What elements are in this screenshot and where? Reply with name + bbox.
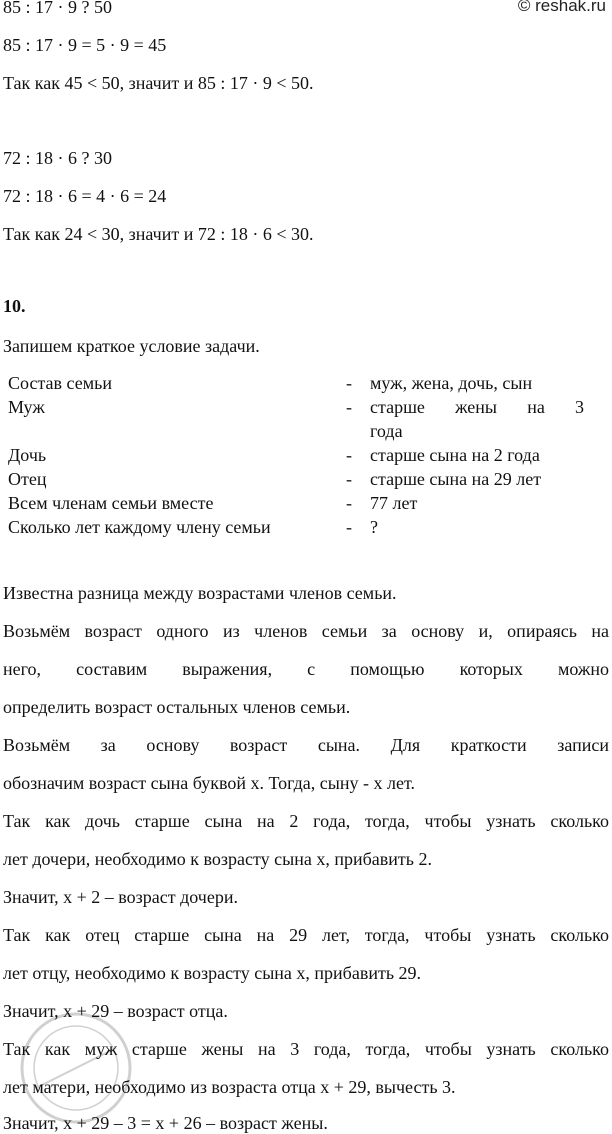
- condition-key: Дочь: [8, 445, 47, 465]
- intro-text: Запишем краткое условие задачи.: [3, 336, 260, 356]
- condition-value-line: года: [370, 421, 403, 441]
- condition-value: старше сына на 2 года: [370, 445, 540, 465]
- calculation-line: 72 : 18 · 6 = 4 · 6 = 24: [3, 186, 167, 206]
- paragraph-line: Значит, x + 2 – возраст дочери.: [3, 887, 238, 907]
- paragraph-line: Так как отец старше сына на 29 лет, тогда, чтобы узнать сколько: [3, 925, 609, 945]
- condition-row: [8, 371, 584, 395]
- condition-key: Сколько лет каждому члену семьи: [8, 517, 271, 537]
- reshak-stamp-logo: [6, 1008, 146, 1128]
- comparison-line: 85 : 17 · 9 ? 50: [3, 0, 112, 17]
- condition-value-line: старше жены на 3: [370, 397, 584, 417]
- task-number: 10.: [3, 296, 26, 316]
- condition-key: Отец: [8, 469, 47, 489]
- paragraph-line: лет дочери, необходимо к возрасту сына x, прибавить 2.: [3, 849, 432, 869]
- condition-key: Всем членам семьи вместе: [8, 493, 214, 513]
- paragraph-line: Значит, x + 29 – возраст отца.: [3, 1001, 228, 1021]
- paragraph-line: Возьмём возраст одного из членов семьи за основу и, опираясь на: [3, 621, 609, 641]
- condition-dash: -: [346, 469, 352, 489]
- condition-value: 77 лет: [370, 493, 418, 513]
- condition-value: муж, жена, дочь, сын: [370, 373, 533, 393]
- condition-dash: -: [346, 445, 352, 465]
- paragraph-line: Известна разница между возрастами членов семьи.: [3, 583, 397, 603]
- paragraph-line: лет матери, необходимо из возраста отца x + 29, вычесть 3.: [3, 1077, 456, 1097]
- paragraph-line: обозначим возраст сына буквой x. Тогда, сыну - x лет.: [3, 773, 415, 793]
- paragraph-line: Так как муж старше жены на 3 года, тогда, чтобы узнать сколько: [3, 1039, 609, 1059]
- calculation-line: 85 : 17 · 9 = 5 · 9 = 45: [3, 35, 167, 55]
- condition-value: [370, 395, 584, 443]
- condition-value: ?: [370, 517, 378, 537]
- paragraph-line: Значит, x + 29 – 3 = x + 26 – возраст жены.: [3, 1113, 328, 1133]
- paragraph-line: него, составим выражения, с помощью которых можно: [3, 659, 609, 679]
- condition-row: [8, 491, 584, 515]
- condition-value: старше сына на 29 лет: [370, 469, 542, 489]
- paragraph-line: Так как дочь старше сына на 2 года, тогда, чтобы узнать сколько: [3, 811, 609, 831]
- conclusion-line: Так как 24 < 30, значит и 72 : 18 · 6 < 30.: [3, 224, 314, 244]
- condition-dash: -: [346, 493, 352, 513]
- condition-row: [8, 395, 584, 443]
- paragraph-line: определить возраст остальных членов семьи.: [3, 697, 351, 717]
- condition-dash: -: [346, 373, 352, 393]
- condition-row: [8, 443, 584, 467]
- condition-dash: -: [346, 517, 352, 537]
- condition-key: Состав семьи: [8, 373, 112, 393]
- comparison-line: 72 : 18 · 6 ? 30: [3, 148, 112, 168]
- paragraph-line: лет отцу, необходимо к возрасту сына x, прибавить 29.: [3, 963, 422, 983]
- condition-dash: -: [346, 397, 352, 417]
- condition-key: Муж: [8, 397, 45, 417]
- paragraph-line: Возьмём за основу возраст сына. Для краткости записи: [3, 735, 609, 755]
- condition-row: [8, 515, 584, 539]
- conclusion-line: Так как 45 < 50, значит и 85 : 17 · 9 < 50.: [3, 73, 314, 93]
- condition-table: [8, 371, 584, 539]
- condition-row: [8, 467, 584, 491]
- watermark-text: © reshak.ru: [517, 0, 606, 15]
